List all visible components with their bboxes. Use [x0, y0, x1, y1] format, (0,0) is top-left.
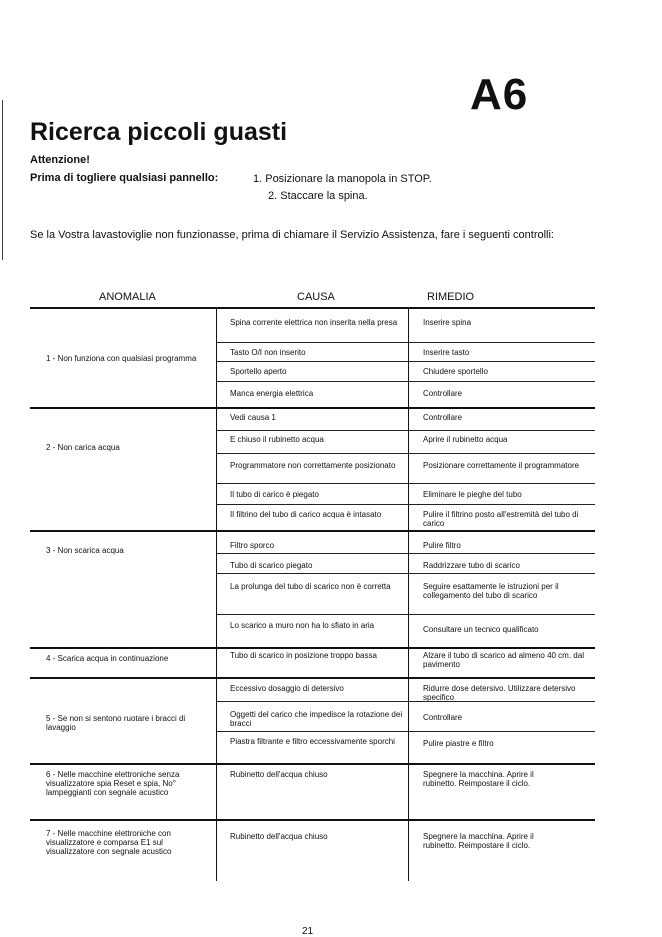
margin-mark [2, 100, 3, 260]
row-rule [216, 731, 595, 732]
rimedio-cell: Posizionare correttamente il programmatore [423, 461, 580, 470]
rimedio-cell: Chiudere sportello [423, 367, 488, 376]
group-rule [30, 819, 595, 821]
causa-cell: Sportello aperto [230, 367, 287, 376]
causa-cell: Tubo di scarico piegato [230, 561, 313, 570]
rimedio-cell: Pulire filtro [423, 541, 461, 550]
causa-cell: Spina corrente elettrica non inserita nella presa [230, 318, 398, 327]
before-label: Prima di togliere qualsiasi pannello: [30, 172, 219, 184]
anomaly-3: 3 - Non scarica acqua [46, 546, 124, 555]
row-rule [216, 573, 595, 574]
rimedio-cell: Eliminare le pieghe del tubo [423, 490, 522, 499]
attention-label: Attenzione! [30, 154, 90, 166]
row-rule [216, 361, 595, 362]
anomaly-4: 4 - Scarica acqua in continuazione [46, 654, 169, 663]
causa-cell: Vedi causa 1 [230, 413, 276, 422]
column-divider-1 [216, 309, 217, 881]
causa-cell: Il filtrino del tubo di carico acqua è intasato [230, 510, 382, 519]
rimedio-cell: Inserire tasto [423, 348, 470, 357]
group-rule [30, 647, 595, 649]
header-causa: CAUSA [297, 291, 335, 303]
rimedio-cell: Raddrizzare tubo di scarico [423, 561, 520, 570]
causa-cell: Tubo di scarico in posizione troppo bassa [230, 651, 377, 660]
rimedio-cell: Spegnere la macchina. Aprire il rubinetto. Reimpostare il ciclo. [423, 832, 534, 850]
anomaly-2: 2 - Non carica acqua [46, 443, 120, 452]
header-rimedio: RIMEDIO [427, 291, 475, 303]
causa-cell: Oggetti del carico che impedisce la rotazione dei bracci [230, 710, 403, 728]
rimedio-cell: Pulire il filtrino posto all'estremità del tubo di carico [423, 510, 579, 528]
causa-cell: Il tubo di carico è piegato [230, 490, 319, 499]
row-rule [216, 504, 595, 505]
rimedio-cell: Seguire esattamente le istruzioni per il collegamento del tubo di scarico [423, 582, 559, 600]
causa-cell: Manca energia elettrica [230, 389, 314, 398]
page-title: Ricerca piccoli guasti [30, 118, 288, 146]
group-rule [30, 677, 595, 679]
causa-cell: Programmatore non correttamente posizionato [230, 461, 396, 470]
causa-cell: Piastra filtrante e filtro eccessivamente sporchi [230, 737, 395, 746]
anomaly-7: 7 - Nelle macchine elettroniche con visualizzatore e comparsa E1 sul visualizzatore con segnale acustico [46, 829, 172, 856]
row-rule [216, 381, 595, 382]
group-rule [30, 763, 595, 765]
row-rule [216, 614, 595, 615]
row-rule [216, 342, 595, 343]
intro-text: Se la Vostra lavastoviglie non funzionasse, prima di chiamare il Servizio Assistenza, fare i seguenti controlli: [30, 229, 554, 241]
rimedio-cell: Controllare [423, 713, 463, 722]
page-code: A6 [470, 70, 529, 119]
anomaly-6: 6 - Nelle macchine elettroniche senza visualizzatore spia Reset e spia, No° lampeggianti con segnale acustico [46, 770, 180, 797]
rimedio-cell: Ridurre dose detersivo. Utilizzare detersivo specifico [423, 684, 576, 702]
step-1: 1. Posizionare la manopola in STOP. [253, 173, 432, 185]
row-rule [216, 483, 595, 484]
group-rule [30, 530, 595, 532]
rimedio-cell: Aprire il rubinetto acqua [423, 435, 508, 444]
anomaly-1: 1 - Non funziona con qualsiasi programma [46, 354, 197, 363]
table-top-rule [30, 307, 595, 309]
rimedio-cell: Inserire spina [423, 318, 472, 327]
anomaly-5: 5 - Se non si sentono ruotare i bracci di lavaggio [46, 714, 186, 732]
page-number: 21 [302, 926, 314, 937]
causa-cell: Lo scarico a muro non ha lo sfiato in aria [230, 621, 375, 630]
causa-cell: La prolunga del tubo di scarico non è corretta [230, 582, 391, 591]
row-rule [216, 453, 595, 454]
rimedio-cell: Spegnere la macchina. Aprire il rubinetto. Reimpostare il ciclo. [423, 770, 534, 788]
rimedio-cell: Alzare il tubo di scarico ad almeno 40 cm. dal pavimento [423, 651, 584, 669]
step-2: 2. Staccare la spina. [268, 190, 368, 202]
row-rule [216, 430, 595, 431]
rimedio-cell: Controllare [423, 413, 463, 422]
column-divider-2 [408, 309, 409, 881]
causa-cell: Rubinetto dell'acqua chiuso [230, 832, 328, 841]
rimedio-cell: Pulire piastre e filtro [423, 739, 494, 748]
causa-cell: Tasto O/I non inserito [230, 348, 306, 357]
rimedio-cell: Controllare [423, 389, 463, 398]
rimedio-cell: Consultare un tecnico qualificato [423, 625, 539, 634]
causa-cell: Rubinetto dell'acqua chiuso [230, 770, 328, 779]
group-rule [30, 407, 595, 409]
causa-cell: Eccessivo dosaggio di detersivo [230, 684, 344, 693]
causa-cell: Filtro sporco [230, 541, 275, 550]
row-rule [216, 553, 595, 554]
causa-cell: E chiuso il rubinetto acqua [230, 435, 324, 444]
header-anomalia: ANOMALIA [99, 291, 156, 303]
